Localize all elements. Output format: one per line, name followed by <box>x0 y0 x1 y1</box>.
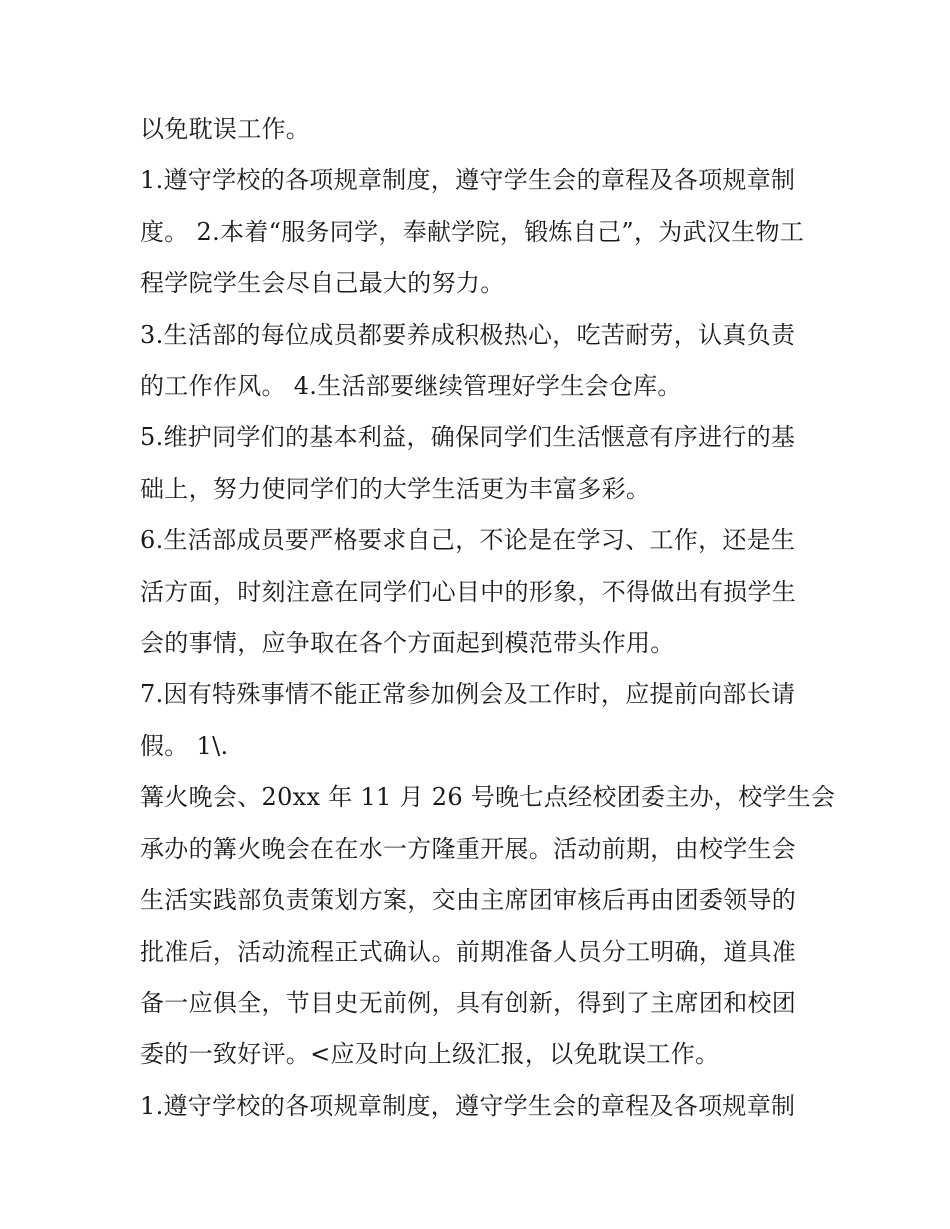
text-line: 3.生活部的每位成员都要养成积极热心，吃苦耐劳，认真负责 <box>140 320 796 349</box>
text-line: 7.因有特殊事情不能正常参加例会及工作时，应提前向部长请 <box>140 680 796 709</box>
text-line: 会的事情，应争取在各个方面起到模范带头作用。 <box>140 629 675 658</box>
text-line: 程学院学生会尽自己最大的努力。 <box>140 269 505 298</box>
text-line: 生活实践部负责策划方案，交由主席团审核后再由团委领导的 <box>140 886 797 915</box>
text-line: 1.遵守学校的各项规章制度，遵守学生会的章程及各项规章制 <box>140 1091 796 1120</box>
text-line: 假。 1\. <box>140 731 229 760</box>
text-line: 1.遵守学校的各项规章制度，遵守学生会的章程及各项规章制 <box>140 166 796 195</box>
text-line: 6.生活部成员要严格要求自己，不论是在学习、工作，还是生 <box>140 526 796 555</box>
text-line: 批准后，活动流程正式确认。前期准备人员分工明确，道具准 <box>140 937 797 966</box>
text-line: 础上，努力使同学们的大学生活更为丰富多彩。 <box>140 474 651 503</box>
text-line: 的工作作风。 4.生活部要继续管理好学生会仓库。 <box>140 372 682 401</box>
text-line: 以免耽误工作。 <box>140 115 311 143</box>
document-body <box>140 104 836 1132</box>
text-line: 篝火晚会、20xx 年 11 月 26 号晚七点经校团委主办，校学生会 <box>140 783 836 812</box>
text-line: 委的一致好评。<应及时向上级汇报，以免耽误工作。 <box>140 1040 720 1069</box>
text-line: 备一应俱全，节目史无前例，具有创新，得到了主席团和校团 <box>140 988 797 1017</box>
text-line: 5.维护同学们的基本利益，确保同学们生活惬意有序进行的基 <box>140 423 796 452</box>
text-line: 活方面，时刻注意在同学们心目中的形象，不得做出有损学生 <box>140 577 797 606</box>
text-line: 度。 2.本着“服务同学，奉献学院，锻炼自己”，为武汉生物工 <box>140 217 805 246</box>
text-line: 承办的篝火晚会在在水一方隆重开展。活动前期，由校学生会 <box>140 834 797 863</box>
